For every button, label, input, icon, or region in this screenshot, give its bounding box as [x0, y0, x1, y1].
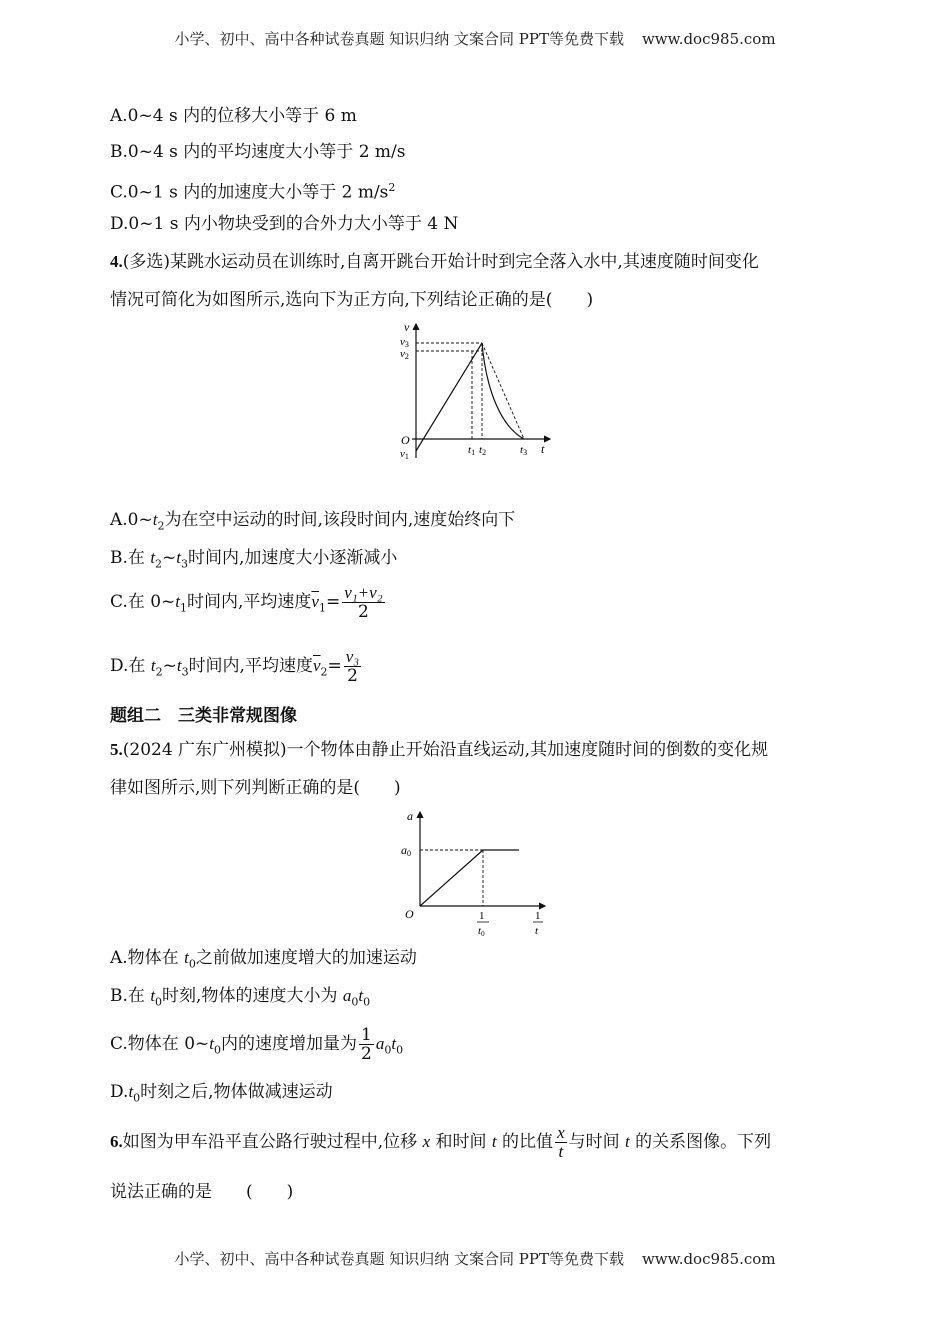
q3-option-c	[110, 176, 395, 205]
q4-label-v2: v2	[400, 348, 409, 361]
q5-option-c: C.物体在 $0\sim t_0$内的速度增加量为 $\frac{1}{2}$ $a_0t_0$	[110, 1025, 404, 1064]
page-header	[0, 28, 950, 49]
q3-option-d: D.0~1 s 内小物块受到的合外力大小等于 4 N	[110, 214, 459, 234]
footer-url[interactable]: www.doc985.com	[641, 1250, 776, 1268]
q5-label-one2: 1	[535, 910, 541, 922]
q4-label-v3: v3	[400, 336, 409, 349]
q4-option-b: B.在 $t_2\sim t_3$时间内,加速度大小逐渐减小	[110, 548, 398, 571]
q5-rising-line	[420, 850, 483, 906]
q5-c-fraction: $\frac{1}{2}$	[361, 1025, 372, 1064]
q5-label-t0: t0	[478, 925, 485, 938]
q5-stem-line2: 律如图所示,则下列判断正确的是( )	[110, 778, 401, 798]
q3-option-c-sup: 2	[388, 181, 396, 194]
q5-label-a: a	[407, 809, 413, 823]
q5-label-t: t	[535, 925, 539, 937]
q3-option-a: A.0~4 s 内的位移大小等于 6 m	[110, 106, 357, 126]
q4-d-fraction: $\frac{\text{v₃}}{2}$	[345, 647, 360, 686]
q4-dash-chord	[482, 343, 524, 439]
q4-stem1: (多选)某跳水运动员在训练时,自离开跳台开始计时到完全落入水中,其速度随时间变化	[122, 252, 759, 272]
q3-option-c-text: C.0~1 s 内的加速度大小等于 2 m/s	[110, 182, 389, 203]
q4-number: 4.	[110, 252, 123, 271]
footer-text: 小学、初中、高中各种试卷真题 知识归纳 文案合同 PPT等免费下载	[174, 1250, 624, 1268]
q4-stem-line1	[110, 250, 759, 274]
q4-label-t1: t1	[468, 444, 476, 457]
q4-option-a: $A.0\sim t_2$为在空中运动的时间,该段时间内,速度始终向下	[110, 510, 516, 533]
q4-vt-graph	[390, 318, 560, 468]
page-footer	[0, 1248, 950, 1269]
q4-label-t: t	[541, 442, 545, 456]
header-url[interactable]: www.doc985.com	[641, 30, 776, 48]
q4-option-c: C.在 $0\sim t_1$时间内,平均速度$\overline{v}_1=$ $\frac{\text{v₁+v₂}}{2}$	[110, 583, 383, 622]
q5-label-a0: a0	[401, 843, 411, 858]
q5-label-origin: O	[405, 907, 414, 921]
q5-stem-line1	[110, 738, 768, 762]
q5-a-graph	[395, 806, 555, 940]
q4-label-v: v	[404, 320, 410, 334]
q5-label-one: 1	[479, 910, 485, 922]
q4-label-origin: O	[401, 433, 410, 447]
q4-label-t2: t2	[479, 444, 487, 457]
q4-c-fraction: $\frac{\text{v₁+v₂}}{2}$	[344, 583, 383, 622]
q3-option-b: B.0~4 s 内的平均速度大小等于 2 m/s	[110, 142, 406, 162]
header-text: 小学、初中、高中各种试卷真题 知识归纳 文案合同 PPT等免费下载	[174, 30, 624, 48]
q5-option-a: A.物体在 $t_0$之前做加速度增大的加速运动	[110, 948, 417, 971]
q4-option-d: D.在 $t_2\sim t_3$时间内,平均速度$\overline{v}_2=$ $\frac{\text{v₃}}{2}$	[110, 647, 360, 686]
q6-stem-line2: 说法正确的是 ( )	[110, 1182, 294, 1202]
q6-stem-line1: 6.如图为甲车沿平直公路行驶过程中,位移 x 和时间 t 的比值 $\frac{x}{t}$ 与时间 t 的关系图像。下列	[110, 1123, 772, 1161]
q5-option-d: $D.t_0$时刻之后,物体做减速运动	[110, 1082, 333, 1105]
q4-label-t3: t3	[520, 444, 528, 457]
section-title: 题组二 三类非常规图像	[110, 706, 297, 726]
q4-stem-line2: 情况可简化为如图所示,选向下为正方向,下列结论正确的是( )	[110, 290, 594, 310]
q5-number: 5.	[110, 740, 123, 759]
q5-stem1: (2024 广东广州模拟)一个物体由静止开始沿直线运动,其加速度随时间的倒数的变化规	[122, 740, 769, 760]
q6-fraction: $\frac{x}{t}$	[557, 1123, 565, 1161]
q4-label-v1: v1	[400, 448, 409, 461]
q5-option-b: B.在 $t_0$时刻,物体的速度大小为 $a_0t_0$	[110, 986, 371, 1009]
q6-number: 6.	[110, 1132, 123, 1151]
